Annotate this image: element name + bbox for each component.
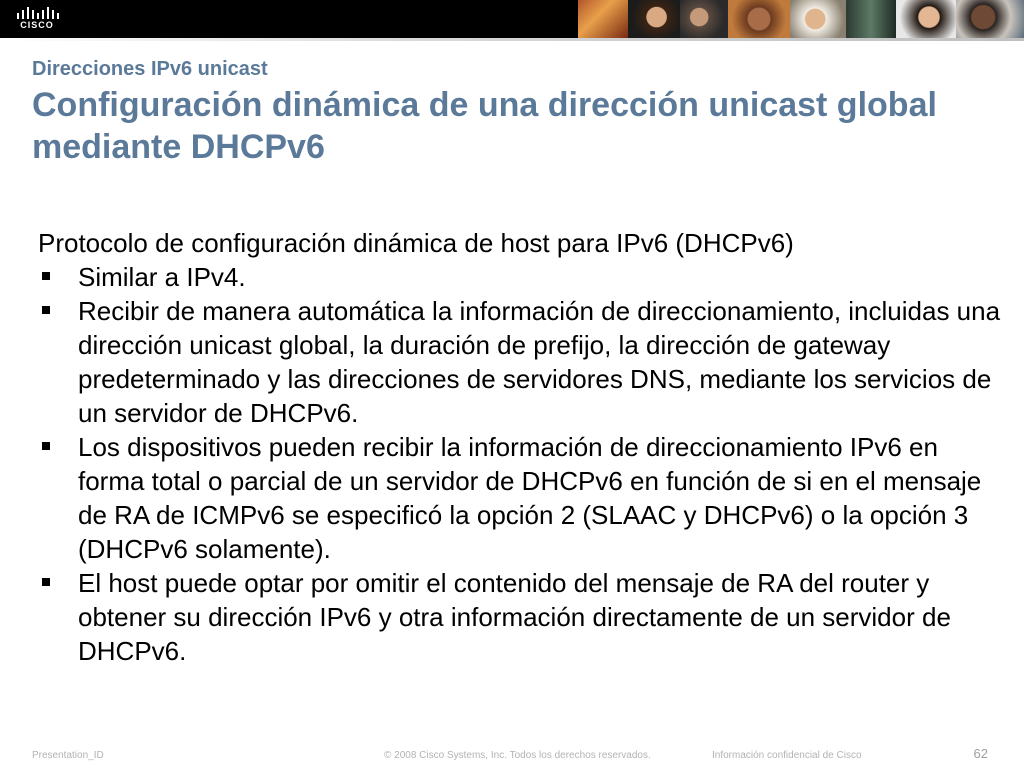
bullet-text: El host puede optar por omitir el contenido del mensaje de RA del router y obtener su dirección IPv6 y otra información directamente de un servidor de DHCPv6. [78,568,951,666]
slide-body [38,226,1008,668]
bullet-list [38,260,1008,668]
footer-copyright: © 2008 Cisco Systems, Inc. Todos los derechos reservados. [384,750,651,761]
bullet-square-icon [42,306,50,314]
page-number: 62 [973,746,988,761]
person-photo [896,0,956,38]
slide-title: Configuración dinámica de una dirección unicast global mediante DHCPv6 [32,86,937,166]
header-divider [0,38,1024,41]
person-photo [790,0,846,38]
cisco-bars-icon [16,7,60,19]
list-item [38,566,1008,668]
bullet-square-icon [42,442,50,450]
slide-subtitle: Direcciones IPv6 unicast [32,58,268,80]
person-photo [628,0,680,38]
person-photo [728,0,790,38]
header-photo-strip [578,0,1024,38]
list-item [38,430,1008,566]
footer-confidential: Información confidencial de Cisco [712,750,862,761]
logo-wordmark: CISCO [20,20,54,30]
bullet-square-icon [42,272,50,280]
bullet-text: Recibir de manera automática la información de direccionamiento, incluidas una dirección unicast global, la duración de prefijo, la dirección de gateway predeterminado y las direcciones de servidores DNS, mediante los servicios de un servidor de DHCPv6. [78,296,1001,428]
person-photo [846,0,896,38]
footer-presentation-id: Presentation_ID [32,750,104,761]
bullet-square-icon [42,578,50,586]
person-photo [956,0,1024,38]
cisco-logo [14,5,62,33]
person-photo [680,0,728,38]
header-banner [0,0,1024,38]
list-item [38,260,1008,294]
person-photo [578,0,628,38]
list-item [38,294,1008,430]
bullet-text: Los dispositivos pueden recibir la información de direccionamiento IPv6 en forma total o parcial de un servidor de DHCPv6 en función de si en el mensaje de RA de ICMPv6 se especificó la opción 2 (SLAAC y DHCPv6) o la opción 3 (DHCPv6 solamente). [78,432,982,564]
intro-text: Protocolo de configuración dinámica de host para IPv6 (DHCPv6) [38,228,794,258]
bullet-text: Similar a IPv4. [78,262,246,292]
